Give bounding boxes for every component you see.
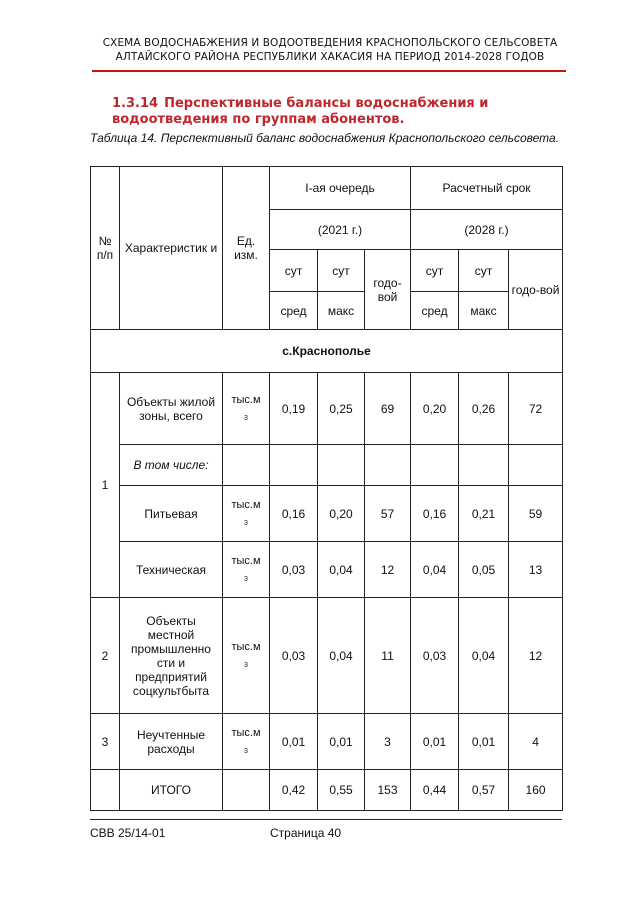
head-queue2-year: (2028 г.): [411, 210, 563, 250]
unit-sub: 3: [244, 520, 248, 528]
cell: 3: [365, 714, 411, 770]
cell: [411, 445, 459, 486]
cell: 0,01: [459, 714, 509, 770]
row-name: Объекты местной промышленно сти и предприятий соцкультбыта: [120, 598, 223, 714]
unit-sub: 3: [244, 576, 248, 584]
row-unit: [223, 373, 270, 445]
row-unit: [223, 542, 270, 598]
cell: [270, 445, 318, 486]
head-num: № п/п: [91, 167, 120, 330]
cell: 0,04: [411, 542, 459, 598]
cell: 0,04: [318, 598, 365, 714]
cell: [91, 770, 120, 811]
cell: 0,25: [318, 373, 365, 445]
cell: [318, 445, 365, 486]
total-cell: 153: [365, 770, 411, 811]
cell: 0,16: [270, 486, 318, 542]
head-sut: сут: [318, 250, 365, 292]
cell: 69: [365, 373, 411, 445]
header-line-1: СХЕМА ВОДОСНАБЖЕНИЯ И ВОДООТВЕДЕНИЯ КРАСНОПОЛЬСКОГО СЕЛЬСОВЕТА: [102, 37, 558, 49]
cell: 0,01: [411, 714, 459, 770]
section-title: Перспективные балансы водоснабжения и водоотведения по группам абонентов.: [112, 96, 489, 127]
cell: 0,03: [411, 598, 459, 714]
in-total-label: В том числе:: [120, 445, 223, 486]
unit-text: тыс.м: [231, 555, 261, 568]
page-header: [90, 36, 570, 64]
cell: [223, 445, 270, 486]
row-name: Неучтенные расходы: [120, 714, 223, 770]
balance-table: [90, 166, 563, 811]
cell: 0,20: [318, 486, 365, 542]
cell: 0,03: [270, 598, 318, 714]
head-avg: сред: [270, 292, 318, 330]
footer-page-number: Страница 40: [270, 826, 342, 840]
cell: [509, 445, 563, 486]
total-label: ИТОГО: [120, 770, 223, 811]
header-divider: [92, 70, 566, 72]
unit-text: тыс.м: [231, 641, 261, 654]
cell: 13: [509, 542, 563, 598]
group-title: с.Краснополье: [91, 330, 563, 373]
row-num: 3: [91, 714, 120, 770]
head-max: макс: [459, 292, 509, 330]
head-sut: сут: [411, 250, 459, 292]
unit-text: тыс.м: [231, 394, 261, 407]
head-sut: сут: [270, 250, 318, 292]
footer-divider: [90, 819, 562, 820]
total-cell: 0,42: [270, 770, 318, 811]
cell: 12: [365, 542, 411, 598]
section-heading: [112, 96, 532, 128]
cell: 0,26: [459, 373, 509, 445]
footer-doc-code: СВВ 25/14-01: [90, 826, 166, 840]
unit-sub: 3: [244, 662, 248, 670]
row-name: Объекты жилой зоны, всего: [120, 373, 223, 445]
cell: 0,04: [318, 542, 365, 598]
unit-sub: 3: [244, 748, 248, 756]
cell: 0,04: [459, 598, 509, 714]
cell: 4: [509, 714, 563, 770]
unit-text: тыс.м: [231, 499, 261, 512]
cell: 0,01: [318, 714, 365, 770]
row-name: Техническая: [120, 542, 223, 598]
cell: 72: [509, 373, 563, 445]
cell: 11: [365, 598, 411, 714]
head-annual: годо-вой: [509, 250, 563, 330]
unit-sub: 3: [244, 415, 248, 423]
row-unit: [223, 714, 270, 770]
cell: 0,16: [411, 486, 459, 542]
table-caption: Таблица 14. Перспективный баланс водоснабжения Краснопольского сельсовета.: [90, 131, 560, 145]
row-num: 2: [91, 598, 120, 714]
head-characteristic: Характеристик и: [120, 167, 223, 330]
cell: 0,21: [459, 486, 509, 542]
cell: [223, 770, 270, 811]
row-num: 1: [91, 373, 120, 598]
header-line-2: АЛТАЙСКОГО РАЙОНА РЕСПУБЛИКИ ХАКАСИЯ НА ПЕРИОД 2014-2028 ГОДОВ: [115, 51, 545, 63]
cell: 12: [509, 598, 563, 714]
head-queue1: I-ая очередь: [270, 167, 411, 210]
total-cell: 160: [509, 770, 563, 811]
head-annual: годо-вой: [365, 250, 411, 330]
head-queue2: Расчетный срок: [411, 167, 563, 210]
total-cell: 0,57: [459, 770, 509, 811]
row-unit: [223, 598, 270, 714]
section-number: 1.3.14: [112, 96, 159, 111]
cell: [365, 445, 411, 486]
head-sut: сут: [459, 250, 509, 292]
head-queue1-year: (2021 г.): [270, 210, 411, 250]
cell: 57: [365, 486, 411, 542]
row-unit: [223, 486, 270, 542]
head-unit: Ед. изм.: [223, 167, 270, 330]
row-name: Питьевая: [120, 486, 223, 542]
cell: 59: [509, 486, 563, 542]
cell: 0,01: [270, 714, 318, 770]
head-avg: сред: [411, 292, 459, 330]
head-max: макс: [318, 292, 365, 330]
cell: 0,03: [270, 542, 318, 598]
unit-text: тыс.м: [231, 727, 261, 740]
cell: 0,05: [459, 542, 509, 598]
total-cell: 0,44: [411, 770, 459, 811]
cell: 0,20: [411, 373, 459, 445]
total-cell: 0,55: [318, 770, 365, 811]
cell: 0,19: [270, 373, 318, 445]
cell: [459, 445, 509, 486]
